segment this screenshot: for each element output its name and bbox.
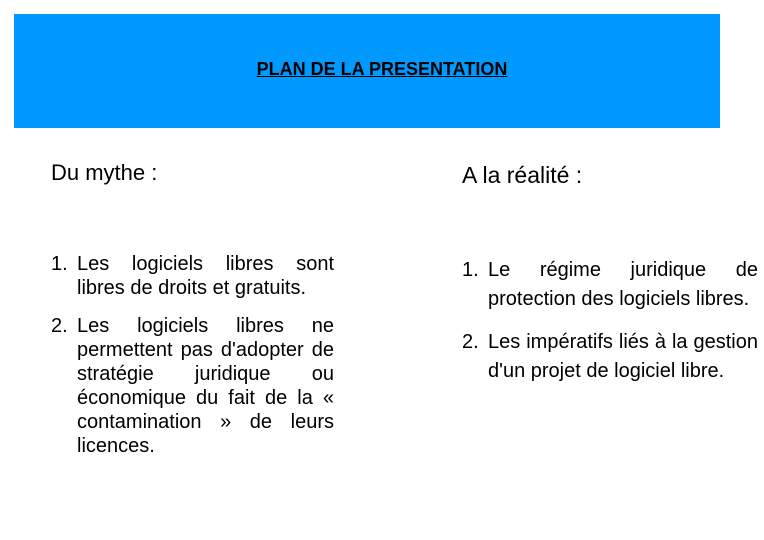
left-column-heading: Du mythe : — [51, 160, 158, 185]
right-column-heading: A la réalité : — [462, 162, 583, 188]
list-item-number: 1. — [462, 259, 479, 281]
slide-title: PLAN DE LA PRESENTATION — [256, 59, 508, 79]
list-item-text: Le régime juridique de protection des logiciels libres. — [488, 259, 758, 310]
list-item — [51, 314, 334, 458]
list-item-number: 1. — [51, 253, 68, 275]
list-item — [462, 256, 758, 314]
list-item-number: 2. — [51, 315, 68, 337]
list-item-text: Les logiciels libres ne permettent pas d'adopter de stratégie juridique ou économique du fait de la « contamination » de leurs licences. — [77, 315, 334, 457]
list-item — [51, 252, 334, 300]
list-item-text: Les impératifs liés à la gestion d'un projet de logiciel libre. — [488, 331, 758, 382]
list-item-text: Les logiciels libres sont libres de droits et gratuits. — [77, 253, 334, 299]
list-item-number: 2. — [462, 331, 479, 353]
list-item — [462, 328, 758, 386]
left-column-list — [51, 252, 334, 458]
right-column-list — [462, 256, 762, 386]
